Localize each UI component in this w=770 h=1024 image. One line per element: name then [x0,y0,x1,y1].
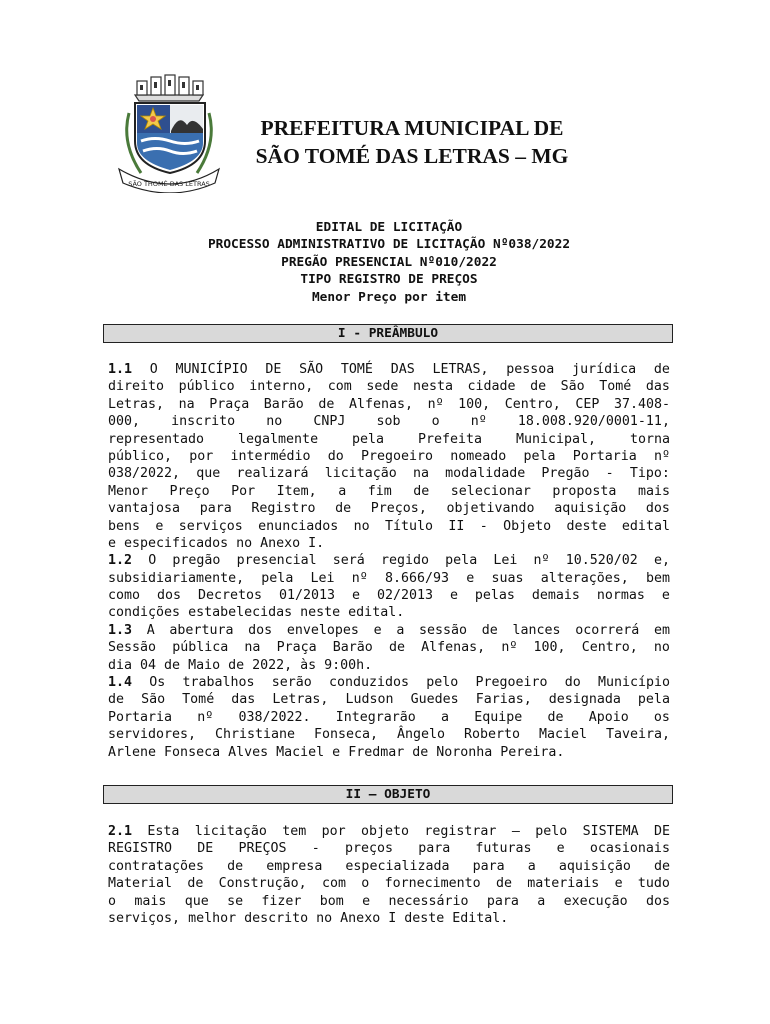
text-line: 1.3 A abertura dos envelopes e a sessão de lances ocorrerá em [108,622,670,638]
text-line: como dos Decretos 01/2013 e 02/2013 e pelas demais normas e [108,588,670,604]
heading-line: TIPO REGISTRO DE PREÇOS [300,272,478,288]
text-line: 1.1 O MUNICÍPIO DE SÃO TOMÉ DAS LETRAS, pessoa jurídica de [108,362,670,377]
text-line: dia 04 de Maio de 2022, às 9:00h. [108,657,373,673]
edital-heading [100,219,678,306]
text-line: o mais que se fizer bom e necessário para a execução dos [108,893,670,909]
section-title-preambulo: I - PREÂMBULO [103,324,673,343]
text-line: 1.4 Os trabalhos serão conduzidos pelo Pregoeiro do Município [108,675,670,691]
text-line: REGISTRO DE PREÇOS - preços para futuras e ocasionais [108,841,670,857]
text-line: representado legalmente pela Prefeita Municipal, torna [108,431,670,447]
section-body-preambulo [108,361,670,761]
text-line: e especificados no Anexo I. [108,535,325,551]
text-line: Menor Preço Por Item, a fim de selecionar proposta mais [108,483,670,499]
heading-line: EDITAL DE LICITAÇÃO [315,220,463,235]
text-line: 1.2 O pregão presencial será regido pela Lei nº 10.520/02 e, [108,553,670,569]
text-line: Material de Construção, com o fornecimento de materiais e tudo [108,876,670,892]
title-line-2: SÃO TOMÉ DAS LETRAS – MG [255,144,569,168]
text-line: Sessão pública na Praça Barão de Alfenas, nº 100, Centro, no [108,640,670,656]
title-line-1: PREFEITURA MUNICIPAL DE [260,116,564,140]
heading-line: PREGÃO PRESENCIAL Nº010/2022 [281,254,497,270]
text-line: servidores, Christiane Fonseca, Ângelo Roberto Maciel Taveira, [108,727,670,743]
text-line: condições estabelecidas neste edital. [108,605,405,621]
heading-line: PROCESSO ADMINISTRATIVO DE LICITAÇÃO Nº038/2022 [207,237,571,253]
text-line: Portaria nº 038/2022. Integrarão a Equipe de Apoio os [108,709,670,725]
document-title [232,114,592,170]
text-line: contratações de empresa especializada para a aquisição de [108,858,670,874]
text-line: bens e serviços enunciados no Título II - Objeto deste edital [108,518,670,534]
text-line: Arlene Fonseca Alves Maciel e Fredmar de Noronha Pereira. [108,744,565,760]
text-line: 038/2022, que realizará licitação na modalidade Pregão - Tipo: [108,466,670,482]
section-title-objeto: II – OBJETO [103,785,673,804]
text-line: direito público interno, com sede nesta cidade de São Tomé das [108,379,670,395]
text-line: subsidiariamente, pela Lei nº 8.666/93 e suas alterações, bem [108,570,670,586]
text-line: de São Tomé das Letras, Ludson Guedes Farias, designada pela [108,692,670,708]
municipal-coat-of-arms [115,73,223,193]
heading-line: Menor Preço por item [311,289,467,305]
text-line: vantajosa para Registro de Preços, objetivando aquisição dos [108,501,670,517]
text-line: serviços, melhor descrito no Anexo I deste Edital. [108,910,509,926]
crest-ribbon-text: SÃO THOMÉ DAS LETRAS [128,180,210,188]
text-line: 000, inscrito no CNPJ sob o nº 18.008.920/0001-11, [108,414,670,430]
text-line: Letras, na Praça Barão de Alfenas, nº 100, Centro, CEP 37.408- [108,396,670,412]
text-line: 2.1 Esta licitação tem por objeto registrar – pelo SISTEMA DE [108,824,670,839]
text-line: público, por intermédio do Pregoeiro nomeado pela Portaria nº [108,448,670,464]
section-body-objeto [108,823,670,927]
